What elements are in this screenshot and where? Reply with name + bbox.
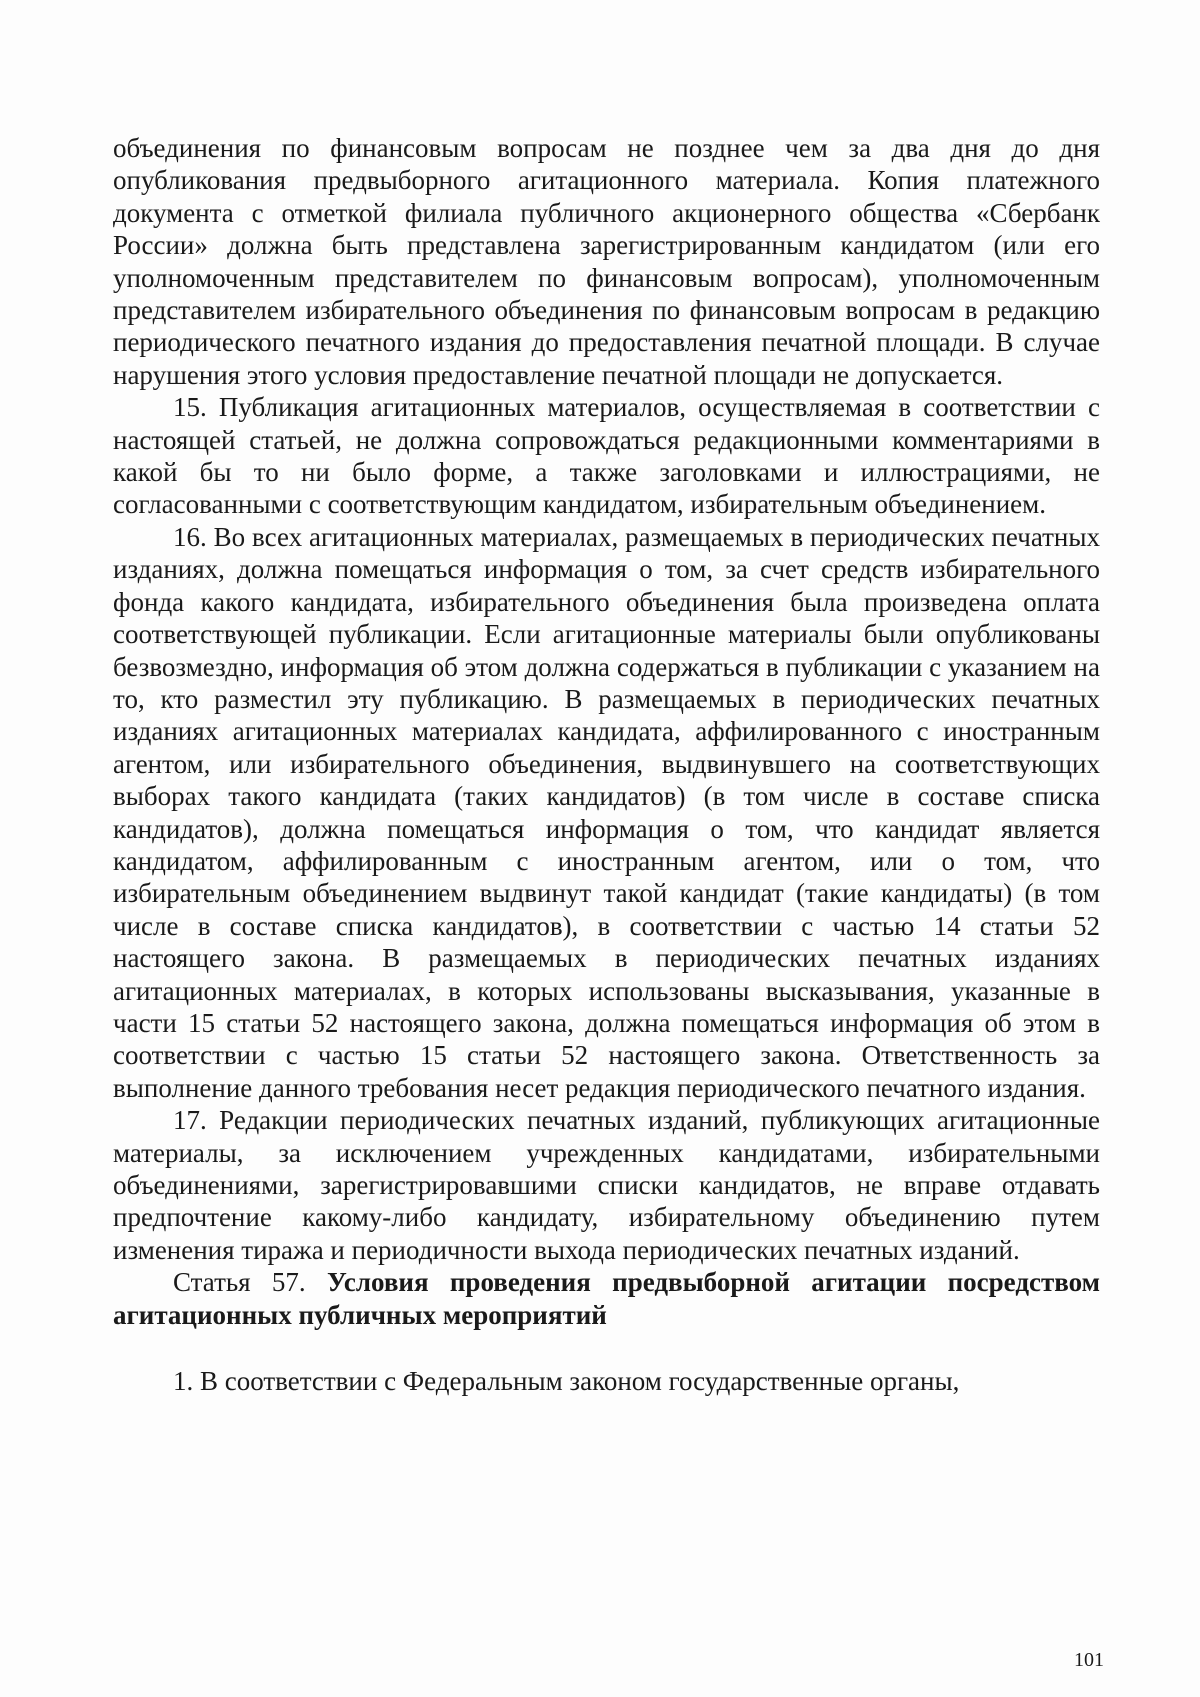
paragraph-continuation: объединения по финансовым вопросам не позднее чем за два дня до дня опубликования предвыборного агитационного материала. Копия платежного документа с отметкой филиала публичного акционерного общества «Сбербанк России» должна быть представлена зарегистрированным кандидатом (или его уполномоченным представителем по финансовым вопросам), уполномоченным представителем избирательного объединения по финансовым вопросам в редакцию периодического печатного издания до предоставления печатной площади. В случае нарушения этого условия предоставление печатной площади не допускается. xyxy=(113,133,1100,390)
document-body xyxy=(113,132,1100,1397)
paragraph-15: 15. Публикация агитационных материалов, осуществляемая в соответствии с настоящей статьей, не должна сопровождаться редакционными комментариями в какой бы то ни было форме, а также заголовками и иллюстрациями, не согласованными с соответствующим кандидатом, избирательным объединением. xyxy=(113,392,1100,520)
paragraph-16: 16. Во всех агитационных материалах, размещаемых в периодических печатных изданиях, должна помещаться информация о том, за счет средств избирательного фонда какого кандидата, избирательного объединения была произведена оплата соответствующей публикации. Если агитационные материалы были опубликованы безвозмездно, информация об этом должна содержаться в публикации с указанием на то, кто разместил эту публикацию. В размещаемых в периодических печатных изданиях агитационных материалах кандидата, аффилированного с иностранным агентом, или избирательного объединения, выдвинувшего на соответствующих выборах такого кандидата (таких кандидатов) (в том числе в составе списка кандидатов), должна помещаться информация о том, что кандидат является кандидатом, аффилированным с иностранным агентом, или о том, что избирательным объединением выдвинут такой кандидат (такие кандидаты) (в том числе в составе списка кандидатов), в соответствии с частью 14 статьи 52 настоящего закона. В размещаемых в периодических печатных изданиях агитационных материалах, в которых использованы высказывания, указанные в части 15 статьи 52 настоящего закона, должна помещаться информация об этом в соответствии с частью 15 статьи 52 настоящего закона. Ответственность за выполнение данного требования несет редакция периодического печатного издания. xyxy=(113,521,1100,1103)
article-title: Условия проведения предвыборной агитации посредством агитационных публичных мероприятий xyxy=(113,1267,1100,1330)
article-heading xyxy=(113,1266,1100,1331)
article-label: Статья 57. xyxy=(173,1267,306,1298)
paragraph-17: 17. Редакции периодических печатных изданий, публикующих агитационные материалы, за исключением учрежденных кандидатами, избирательными объединениями, зарегистрировавшими списки кандидатов, не вправе отдавать предпочтение какому-либо кандидату, избирательному объединению путем изменения тиража и периодичности выхода периодических печатных изданий. xyxy=(113,1105,1100,1265)
page-number: 101 xyxy=(1074,1649,1104,1671)
paragraph-1: 1. В соответствии с Федеральным законом государственные органы, xyxy=(173,1366,960,1397)
